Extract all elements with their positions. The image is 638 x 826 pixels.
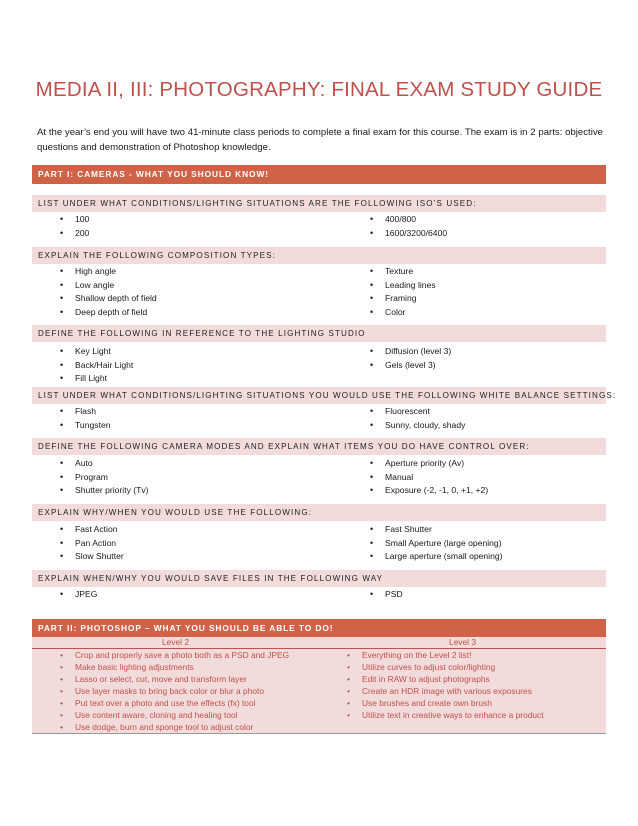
list-item: • Flash	[32, 405, 111, 419]
list-item: • High angle	[32, 265, 157, 279]
list-item: • 200	[32, 227, 89, 241]
list-item: • Small Aperture (large opening)	[342, 537, 503, 551]
iso-list-left	[32, 213, 89, 240]
list-item: • Slow Shutter	[32, 550, 124, 564]
photoshop-skills-table	[32, 637, 606, 734]
list-item: • Shallow depth of field	[32, 292, 157, 306]
section-heading-white-balance: LIST UNDER WHAT CONDITIONS/LIGHTING SITUATIONS YOU WOULD USE THE FOLLOWING WHITE BALANCE SETTINGS:	[32, 387, 606, 404]
composition-list-left	[32, 265, 157, 319]
file-formats-list-left	[32, 588, 97, 602]
shutter-aperture-list-left	[32, 523, 124, 564]
list-item: • Deep depth of field	[32, 306, 157, 320]
list-item: • Manual	[342, 471, 488, 485]
lighting-list-right	[342, 345, 451, 372]
list-item: • Use brushes and create own brush	[319, 697, 544, 709]
white-balance-list-left	[32, 405, 111, 432]
list-item: • Texture	[342, 265, 436, 279]
list-item: • Everything on the Level 2 list!	[319, 649, 544, 661]
list-item: • Create an HDR image with various exposures	[319, 685, 544, 697]
iso-list-right	[342, 213, 447, 240]
level3-skills-list	[319, 649, 544, 721]
list-item: • Program	[32, 471, 149, 485]
section-heading-shutter-aperture: EXPLAIN WHY/WHEN YOU WOULD USE THE FOLLOWING:	[32, 504, 606, 521]
list-item: • PSD	[342, 588, 403, 602]
list-item: • Key Light	[32, 345, 133, 359]
list-item: • Exposure (-2, -1, 0, +1, +2)	[342, 484, 488, 498]
lighting-list-left	[32, 345, 133, 386]
page-title: MEDIA II, III: PHOTOGRAPHY: FINAL EXAM STUDY GUIDE	[35, 78, 603, 101]
shutter-aperture-list-right	[342, 523, 503, 564]
list-item: • JPEG	[32, 588, 97, 602]
list-item: • 1600/3200/6400	[342, 227, 447, 241]
list-item: • Shutter priority (Tv)	[32, 484, 149, 498]
section-heading-lighting-studio: DEFINE THE FOLLOWING IN REFERENCE TO THE LIGHTING STUDIO	[32, 325, 606, 342]
list-item: • Use layer masks to bring back color or blur a photo	[32, 685, 289, 697]
list-item: • Fluorescent	[342, 405, 465, 419]
list-item: • Low angle	[32, 279, 157, 293]
list-item: • Utilize curves to adjust color/lighting	[319, 661, 544, 673]
list-item: • Framing	[342, 292, 436, 306]
part2-header: PART II: PHOTOSHOP – WHAT YOU SHOULD BE ABLE TO DO!	[32, 619, 606, 638]
white-balance-list-right	[342, 405, 465, 432]
list-item: • Leading lines	[342, 279, 436, 293]
list-item: • Sunny, cloudy, shady	[342, 419, 465, 433]
list-item: • Tungsten	[32, 419, 111, 433]
list-item: • Fill Light	[32, 372, 133, 386]
list-item: • Use content aware, cloning and healing tool	[32, 709, 289, 721]
section-heading-composition: EXPLAIN THE FOLLOWING COMPOSITION TYPES:	[32, 247, 606, 264]
section-heading-iso: LIST UNDER WHAT CONDITIONS/LIGHTING SITUATIONS ARE THE FOLLOWING ISO’S USED:	[32, 195, 606, 212]
list-item: • Gels (level 3)	[342, 359, 451, 373]
list-item: • Aperture priority (Av)	[342, 457, 488, 471]
list-item: • Make basic lighting adjustments	[32, 661, 289, 673]
composition-list-right	[342, 265, 436, 319]
list-item: • 400/800	[342, 213, 447, 227]
list-item: • Large aperture (small opening)	[342, 550, 503, 564]
level2-skills-list	[32, 649, 289, 733]
list-item: • Use dodge, burn and sponge tool to adjust color	[32, 721, 289, 733]
list-item: • Auto	[32, 457, 149, 471]
intro-paragraph: At the year’s end you will have two 41-minute class periods to complete a final exam for this course. The exam is in 2 parts: objective questions and demonstration of Photoshop knowledge.	[37, 127, 603, 153]
camera-modes-list-right	[342, 457, 488, 498]
level3-heading: Level 3	[448, 637, 476, 647]
list-item: • Utilize text in creative ways to enhance a product	[319, 709, 544, 721]
list-item: • Color	[342, 306, 436, 320]
list-item: • Crop and properly save a photo both as a PSD and JPEG	[32, 649, 289, 661]
list-item: • Fast Action	[32, 523, 124, 537]
list-item: • Edit in RAW to adjust photographs	[319, 673, 544, 685]
file-formats-list-right	[342, 588, 403, 602]
section-heading-camera-modes: DEFINE THE FOLLOWING CAMERA MODES AND EXPLAIN WHAT ITEMS YOU DO HAVE CONTROL OVER:	[32, 438, 606, 455]
list-item: • Fast Shutter	[342, 523, 503, 537]
section-heading-file-formats: EXPLAIN WHEN/WHY YOU WOULD SAVE FILES IN THE FOLLOWING WAY	[32, 570, 606, 587]
list-item: • Diffusion (level 3)	[342, 345, 451, 359]
list-item: • Back/Hair Light	[32, 359, 133, 373]
list-item: • Pan Action	[32, 537, 124, 551]
camera-modes-list-left	[32, 457, 149, 498]
list-item: • Lasso or select, cut, move and transform layer	[32, 673, 289, 685]
list-item: • 100	[32, 213, 89, 227]
level2-heading: Level 2	[161, 637, 189, 647]
part1-header: PART I: CAMERAS - WHAT YOU SHOULD KNOW!	[32, 165, 606, 184]
list-item: • Put text over a photo and use the effects (fx) tool	[32, 697, 289, 709]
